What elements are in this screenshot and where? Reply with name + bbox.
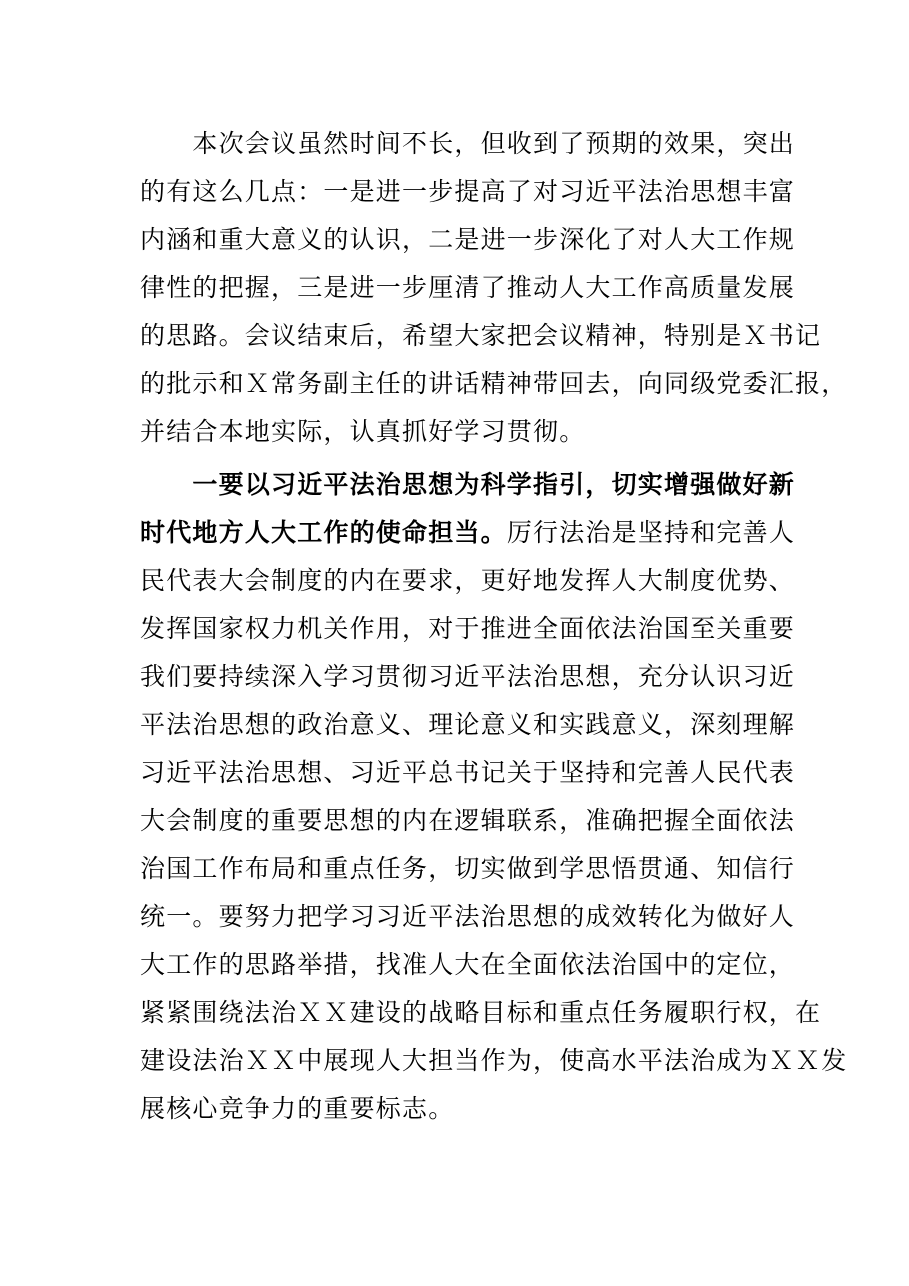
body-text: 厉行法治是坚持和完善人 [506, 518, 796, 547]
text-line [140, 461, 796, 509]
body-text: 建设法治ＸＸ中展现人大担当作为，使高水平法治成为ＸＸ发 [140, 1046, 848, 1075]
text-line [140, 749, 796, 797]
text-line [140, 989, 822, 1037]
text-line [140, 557, 796, 605]
text-line [140, 701, 796, 749]
text-line: 并结合本地实际，认真抓好学习贯彻。 [140, 417, 586, 446]
text-line [140, 893, 796, 941]
bold-heading-text: 一要以习近平法治思想为科学指引，切实增强做好新 [140, 470, 796, 499]
text-line [140, 941, 796, 989]
text-line [140, 509, 796, 557]
body-text: 平法治思想的政治意义、理论意义和实践意义，深刻理解 [140, 710, 796, 739]
body-text: 大工作的思路举措，找准人大在全面依法治国中的定位， [140, 950, 796, 979]
text-line: 内涵和重大意义的认识，二是进一步深化了对人大工作规 [140, 225, 796, 254]
text-line: 本次会议虽然时间不长，但收到了预期的效果，突出 [140, 129, 796, 158]
text-line: 律性的把握，三是进一步厘清了推动人大工作高质量发展 [140, 273, 796, 302]
body-text: 大会制度的重要思想的内在逻辑联系，准确把握全面依法 [140, 806, 796, 835]
text-line [140, 653, 796, 701]
text-line: 的批示和Ｘ常务副主任的讲话精神带回去，向同级党委汇报， [140, 369, 848, 398]
body-text: 民代表大会制度的内在要求，更好地发挥人大制度优势、 [140, 566, 796, 595]
paragraph-point-one [140, 461, 848, 1133]
body-text: 紧紧围绕法治ＸＸ建设的战略目标和重点任务履职行权，在 [140, 998, 822, 1027]
text-line [140, 605, 796, 653]
body-text: 习近平法治思想、习近平总书记关于坚持和完善人民代表 [140, 758, 796, 787]
body-text: 我们要持续深入学习贯彻习近平法治思想，充分认识习近 [140, 662, 796, 691]
paragraph-summary [140, 120, 848, 456]
bold-heading-text: 时代地方人大工作的使命担当。 [140, 518, 507, 547]
text-line [140, 1085, 780, 1133]
body-text: 发挥国家权力机关作用，对于推进全面依法治国至关重要 [140, 614, 796, 643]
text-line [140, 797, 796, 845]
text-line [140, 845, 796, 893]
body-text: 治国工作布局和重点任务，切实做到学思悟贯通、知信行 [140, 854, 796, 883]
text-line [140, 1037, 848, 1085]
text-line: 的有这么几点：一是进一步提高了对习近平法治思想丰富 [140, 177, 796, 206]
text-line: 的思路。会议结束后，希望大家把会议精神，特别是Ｘ书记 [140, 321, 822, 350]
body-text: 统一。要努力把学习习近平法治思想的成效转化为做好人 [140, 902, 796, 931]
body-text: 展核心竞争力的重要标志。 [140, 1094, 455, 1123]
